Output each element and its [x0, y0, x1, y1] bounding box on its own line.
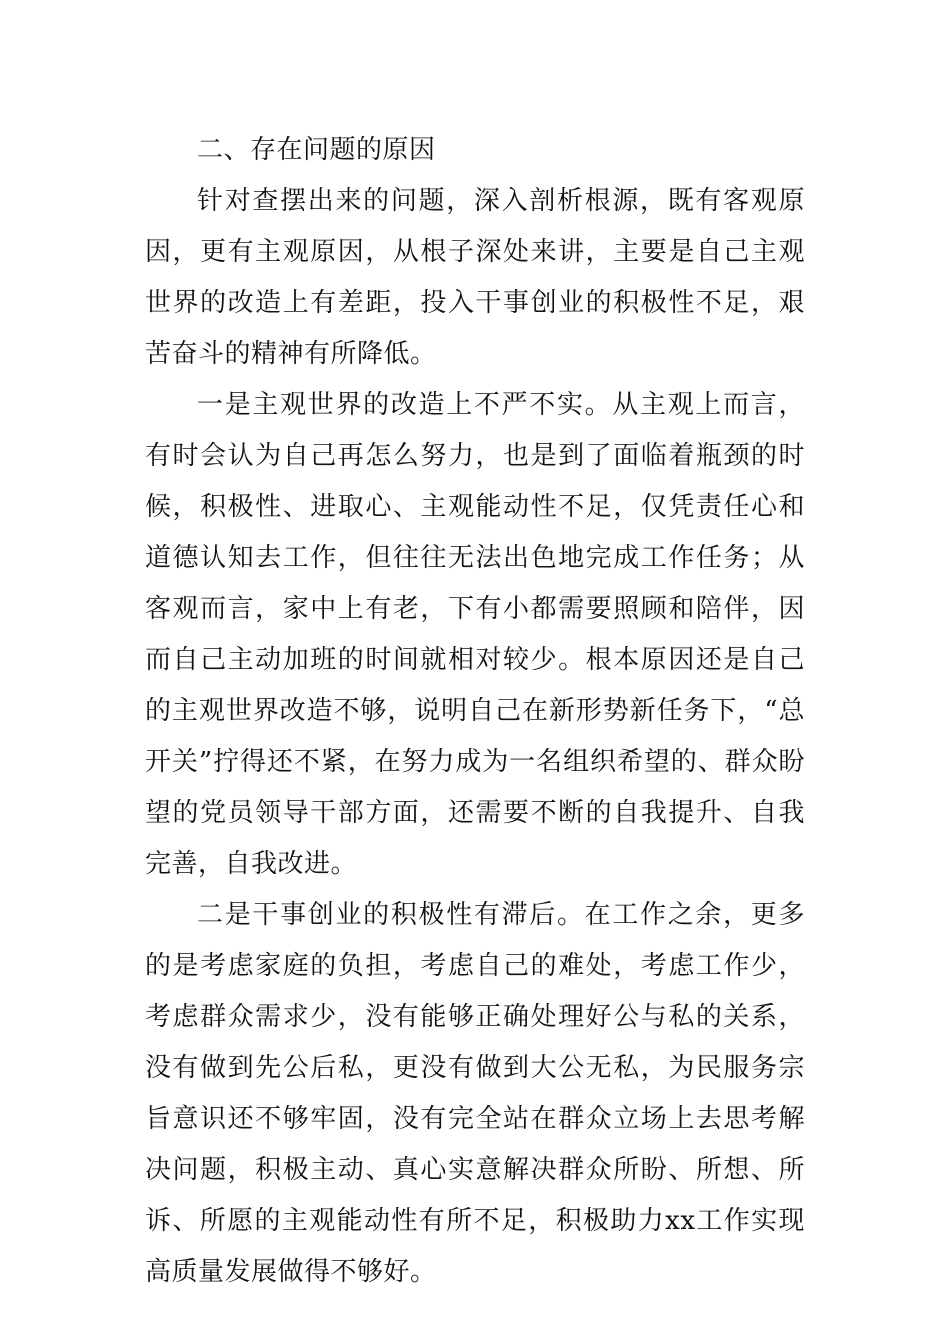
paragraph-reason-one: 一是主观世界的改造上不严不实。从主观上而言，有时会认为自己再怎么努力，也是到了面临着瓶颈的时候，积极性、进取心、主观能动性不足，仅凭责任心和道德认知去工作，但往往无法出色地完成工作任务；从客观而言，家中上有老，下有小都需要照顾和陪伴，因而自己主动加班的时间就相对较少。根本原因还是自己的主观世界改造不够，说明自己在新形势新任务下，“总开关”拧得还不紧，在努力成为一名组织希望的、群众盼望的党员领导干部方面，还需要不断的自我提升、自我完善，自我改进。 — [145, 390, 805, 879]
paragraph-reason-two: 二是干事创业的积极性有滞后。在工作之余，更多的是考虑家庭的负担，考虑自己的难处，考虑工作少，考虑群众需求少，没有能够正确处理好公与私的关系，没有做到先公后私，更没有做到大公无私，为民服务宗旨意识还不够牢固，没有完全站在群众立场上去思考解决问题，积极主动、真心实意解决群众所盼、所想、所诉、所愿的主观能动性有所不足，积极助力xx工作实现高质量发展做得不够好。 — [145, 900, 805, 1287]
document-body — [145, 125, 805, 1298]
paragraph-intro: 针对查摆出来的问题，深入剖析根源，既有客观原因，更有主观原因，从根子深处来讲，主要是自己主观世界的改造上有差距，投入干事创业的积极性不足，艰苦奋斗的精神有所降低。 — [145, 186, 805, 369]
section-heading: 二、存在问题的原因 — [197, 135, 436, 165]
